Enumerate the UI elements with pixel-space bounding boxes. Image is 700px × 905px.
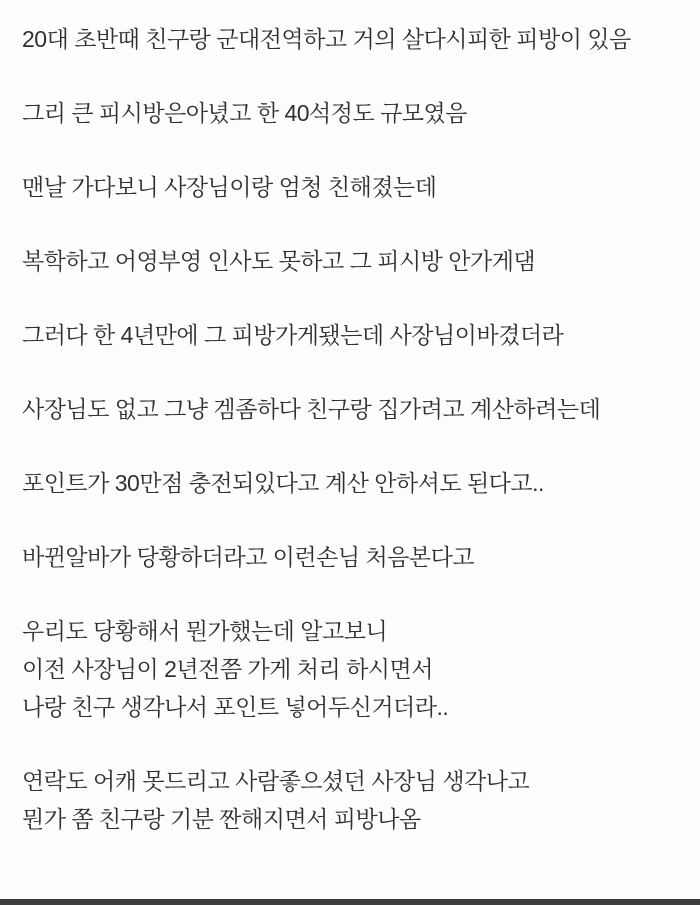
post-paragraph <box>22 316 680 354</box>
post-paragraph <box>22 94 680 132</box>
post-line: 그러다 한 4년만에 그 피방가게됐는데 사장님이바겼더라 <box>22 322 564 348</box>
post-line: 복학하고 어영부영 인사도 못하고 그 피시방 안가게댐 <box>22 248 536 274</box>
post-line: 그리 큰 피시방은아녔고 한 40석정도 규모였음 <box>22 100 467 126</box>
post-line: 바뀐알바가 당황하더라고 이런손님 처음본다고 <box>22 544 475 570</box>
post-line: 20대 초반때 친구랑 군대전역하고 거의 살다시피한 피방이 있음 <box>22 26 631 52</box>
post-paragraph <box>22 390 680 428</box>
post-paragraph <box>22 762 680 838</box>
post-paragraph <box>22 242 680 280</box>
post-line: 연락도 어캐 못드리고 사람좋으셨던 사장님 생각나고 <box>22 768 530 794</box>
post-line: 사장님도 없고 그냥 겜좀하다 친구랑 집가려고 계산하려는데 <box>22 396 601 422</box>
post-paragraph <box>22 538 680 576</box>
post-paragraph <box>22 612 680 726</box>
post-line: 맨날 가다보니 사장님이랑 엄청 친해졌는데 <box>22 174 437 200</box>
next-content-edge-bar <box>0 899 700 905</box>
post-paragraph <box>22 464 680 502</box>
post-line: 포인트가 30만점 충전되있다고 계산 안하셔도 된다고.. <box>22 470 544 496</box>
post-line: 이전 사장님이 2년전쯤 가게 처리 하시면서 <box>22 656 433 682</box>
post-line: 뭔가 쫌 친구랑 기분 짠해지면서 피방나옴 <box>22 806 421 832</box>
post-line: 우리도 당황해서 뭔가했는데 알고보니 <box>22 618 388 644</box>
post-paragraph <box>22 168 680 206</box>
post-paragraph <box>22 20 680 58</box>
post-line: 나랑 친구 생각나서 포인트 넣어두신거더라.. <box>22 694 449 720</box>
